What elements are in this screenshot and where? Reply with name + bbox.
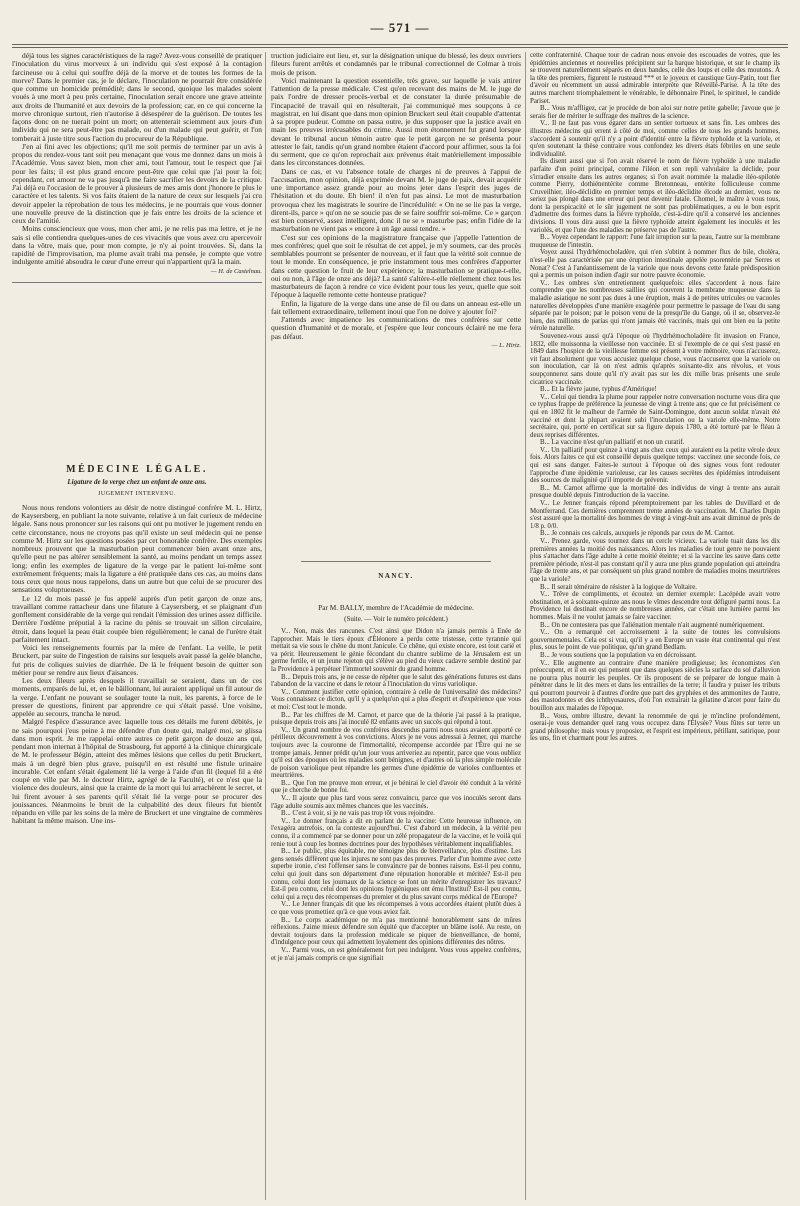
- header-rule-double: [12, 47, 788, 48]
- paragraph: Ils disent aussi que si l'on avait réservé le nom de fièvre typhoïde à une maladie parfaite d'un point principal, comme l'iléon et son repli valvulaire la déclide, pour s'irradier ensuite dans les autres organes; si l'on avait nommée la maladie iléo-spilotée comme Pierry, dothiénentérite comme Bretonneau, entérite folliculeuse comme Cruveilhier, iléo-déclidite en premier temps et iléo-déclidite élcode au dernier, vous ne seriez pas plongé dans une erreur qui peut devenir fatale. Chomel, le maître à vous tous, dont la perspicacité et le sûr jugement ne sont pas problématiques, a eu le bon esprit d'admettre des formes dans la fièvre typhoïde, c'est-à-dire qu'il a conservé les anciennes divisions. Il vous dira aussi que la fièvre typhoïde atteint également les inoculés et les variolés, et que l'une des maladies ne préserve pas de l'autre.: [530, 158, 780, 234]
- paragraph: V... Comment justifier cette opinion, contraire à celle de l'universalité des médecins? Vous connaissez ce dicton, qu'il y a quelqu'un qui a plus d'esprit et d'expérience que vous et moi: C'est tout le monde.: [271, 688, 521, 711]
- paragraph: V... Le Jenner français répond péremptoirement par les tables de Duvillard et de Montferrand. Ces dernières comprennent trente années de vaccination. M. Charles Dupin s'est assuré que la mortalité des hommes de vingt à vingt-huit ans avait diminué de près de 1/8 p. 0/0.: [530, 500, 780, 530]
- paragraph: déjà tous les signes caractéristiques de la rage? Avez-vous conseillé de pratiquer l'inoculation du virus morveux à un individu qui s'est exposé à la contagion farcineuse ou à celui qui souffre déjà de la morve et de toutes les formes de la morve? Dans le premier cas, je le déclare, l'inoculation ne pourrait être considérée que comme un homicide prémédité; dans le second, quoique les malades soient voués à une mort à peu près certaine, l'inoculation serait encore une grave atteinte aux droits de l'humanité et aux devoirs de la profession; car, en ce qui concerne la morve chronique surtout, rien n'autorise à désespérer de la guérison. De toutes les façons donc on ne tuerait point un mort; on attenterait sciemment aux jours d'un individu qui ne sera peut-être pas malade, ou d'un malade qui peut guérir, et l'on tomberait à juste titre sous l'action du procureur de la République.: [12, 52, 262, 143]
- column-2-top: [271, 52, 521, 552]
- paragraph: V... Prenez garde, vous tournez dans un cercle vicieux. La variole tuait dans les dix premières années la moitié des naissances. Alors les maladies de tout genre ne pouvaient plus s'attacher dans l'âge adulte à cette moitié éteinte; et si la vaccine les sauve dans cette première période, n'est-il pas constant qu'il y aura une plus grande population qui atteindra l'âge de trente ans, et par conséquent un plus grand nombre de maladies moins meurtrières que la variole?: [530, 538, 780, 583]
- paragraph: V... On a remarqué cet accroissement à la suite de toutes les convulsions gouvernementales. Cela est si vrai, qu'il y a en Europe un vaste état continental qui n'est plus, sous le point de vue politique, qu'un grand Bedlam.: [530, 629, 780, 652]
- paragraph: B... Par les chiffres de M. Carnot, et parce que de la théorie j'ai passé à la pratique, puisque depuis trois ans j'ai inoculé 82 enfants avec un succès qui répond à tout.: [271, 711, 521, 727]
- section-title: NANCY.: [378, 572, 414, 580]
- paragraph: V... Le donner français a dit en parlant de la vaccine: Cette heureuse influence, on l'exagéra autrefois, on la conteste aujourd'hui. C'est d'abord un médecin, à la vérité peu connu, il a commencé par se donner pour un zélé propagateur de la vaccine, et le voilà qui renie tout à coup les bonnes doctrines pour des hypothèses véritablement inqualifiables.: [271, 817, 521, 848]
- section-divider: [12, 282, 262, 283]
- paragraph: B... Le corps académique ne m'a pas mentionné honorablement sans de mûres réflexions. J'aime mieux défendre son équité que d'accepter un blâme isolé. Au reste, on devrait toujours dans la profession médicale se piquer de bienveillance, de bonté, d'indulgence pour ceux qui admettent loyalement des opinions différentes des nôtres.: [271, 916, 521, 947]
- paragraph: V... Un palliatif pour quinze à vingt ans chez ceux qui auraient eu la petite vérole deux fois. Alors faites ce qui est conseillé depuis quelque temps: vaccinez une seconde fois, ce qui est sans danger. Faites-le surtout à l'époque où des signes vous font redouter l'approche d'une épidémie varioleuse, car les causes secrètes des épidémies introduisent des sources de malignité qu'il importe de prévenir.: [530, 446, 780, 485]
- signature: — L. Hirtz.: [491, 341, 521, 349]
- paragraph: Voici maintenant la question essentielle, très grave, sur laquelle je vais attirer l'attention de la presse médicale. C'est qu'en recevant des mains de M. le juge de paix l'ordre de dresser procès-verbal et de constater la durée présumable de l'incapacité de travail qui en résulterait, j'ai communiqué mes soupçons à ce magistrat, en lui disant que dans mon opinion Bruckert seul était coupable d'attentat à sa propre pudeur. Comme on passa outre, je dus supposer que la justice avait en main les preuves irrécusables du crime. Aussi mon étonnement fut grand lorsque devant le tribunal aucun témoin autre que le petit garçon ne se présenta pour attester le fait, tandis qu'un grand nombre étaient d'accord pour affirmer, sous la foi du serment, que ce qu'on reprochait aux prévenus était matériellement impossible dans les circonstances données.: [271, 75, 521, 168]
- paragraph: V... Non, mais des rancunes. C'est ainsi que Didon n'a jamais permis à Énée de l'approcher. Mais le tiers époux d'Éléonore a perdu cette tristesse, cette tyrannie qui mettait sa vie sous le chêne du mont Janicule. Ce chêne, qui existe encore, est tout carié et va périr. Heureusement le génie fécondant du chantre sublime de la Jérusalem est un germe fertile, et un jeune rejeton qui s'élève au pied du vieux cadavre semble destiné par la Providence à perpétuer l'immortel souvenir du grand homme.: [271, 628, 521, 673]
- column-3: [530, 52, 780, 1200]
- paragraph: V... Elle augmente au contraire d'une manière prodigieuse; les économistes s'en préoccupent, et il en est qui pensent que dans quelques siècles la surface du sol d'alluvion ne pourra plus nourrir les peuples. Or ils proposent de se préparer de longue main à pénétrer dans le lit des mers et dans les entrailles de la terre; il faudra y puiser les tributs qui pourront pourvoir à d'autres d'ordre que part des gryphées et des ammonites de l'autre, des mastodontes et des ichthyosaures, d'où l'on extrairait la gélatine d'arcet pour faire du bouillon aux malades de l'époque.: [530, 659, 780, 713]
- paragraph: B... Le public, plus équitable, me témoigne plus de bienveillance, plus d'estime. Les gens sensés diffèrent que les injures ne sont pas des preuves. Parler d'un homme avec cette superbe ironie, c'est l'offenser sans le convaincre par de bonnes raisons. Est-il peu connu, celui qui jouit dans son département d'une réputation honorable et méritée? Est-il peu connu, celui dont les journaux de la science se font un mérite d'enregistrer les travaux? Est-il peu connu, celui dont les opinions hygiéniques ont ému l'Institut? Est-il peu connu, celui qui a reçu des récompenses du premier et du plus savant corps médical de l'Europe?: [271, 848, 521, 901]
- section-divider: [301, 561, 491, 562]
- paragraph: Les deux fileurs après desquels il travaillait se seraient, dans un de ces moments, emparés de lui, et, en le bâillonnant, lui auraient appliqué un fil autour de la verge. L'enfant ne pouvant se soulager toute la nuit, les parents, à force de le presser de questions, finirent par apprendre ce qui s'était passé. Une voisine, appelée au secours, trancha le nœud.: [12, 676, 262, 718]
- column-2-bottom: [271, 628, 521, 1200]
- paragraph: cette confraternité. Chaque tour de cadran nous envoie des escouades de votres, que les épidémies anciennes et nouvelles précipitent sur la barque historique, et sur le champ ils se trouvent naturellement séparés en deux bandes, celle des loups et celle des moutons. À la tête des premiers, figurent le rusteaud *** et le joyeux et caustique Guy-Patin, tout fier d'avoir eu récemment un aussi admirable interprète que Réveillé-Parise. À la tête des autres marchent triomphalement le vénérable, le débonnaire Pinel, le spirituel, le candide Pariset.: [530, 52, 780, 105]
- paragraph: C'est sur ces opinions de la magistrature française que j'appelle l'attention de mes confrères; quel que soit le résultat de cet appel, je m'y soumets, car des procès semblables pourront se présenter de nouveau, et il faut que la vérité soit connue de tout le monde. En conséquence, je prie instamment tous mes confrères d'apporter dans cette question le fruit de leur expérience; la masturbation se pratique-t-elle, oui ou non, à l'âge de onze ans déjà? La santé s'altère-t-elle réellement chez tous les masturbateurs de façon à rendre ce vice évident pour tous les yeux, quelle que soit l'époque à laquelle remonte cette honteuse pratique?: [271, 232, 521, 300]
- paragraph: B... On ne contestera pas que l'aliénation mentale n'ait augmenté numériquement.: [540, 621, 765, 629]
- paragraph: V... Un grand nombre de vos confrères descendus parmi nous nous avaient apporté ce périlleux découvrement à vos convictions. Alors je ne vous adressai à Jenner, qui marche toujours avec la couronne de l'immortalité, récompense accordée par l'Être qui ne se trompe jamais. Jenner prédit qu'un jour vous arriveriez au repentir, parce que vous oubliez qu'il est des époques où les maladies sont bénignes, et d'autres où la plus simple molécule de poison variolique peut répandre les germes d'une épidémie de varioles confluentes et meurtrières.: [271, 726, 521, 780]
- column-2-section-head: [271, 556, 521, 586]
- page-number: — 571 —: [370, 20, 430, 35]
- paragraph: V... Celui qui tiendra la plume pour rappeler notre conversation nocturne vous dira que ce typhus frappe de préférence la jeunesse de vingt à trente ans; que ce fut précisément ce qui en 1802 fit le malheur de l'armée de Saint-Domingue, dont aucun soldat n'avait été vacciné et dont la plupart avaient subi l'inoculation ou la variole elle-même. Notre secrétaire, qui, porté en certificat sur sa figure depuis 1780, a été torturé par le fléau à deux reprises différentes.: [530, 393, 780, 439]
- paragraph: J'attends avec impatience les communications de mes confrères sur cette question d'humanité et de morale, et j'espère que leur concours éclairé ne me fera pas défaut.: [271, 315, 521, 341]
- header-rule: [12, 44, 788, 45]
- column-separator: [525, 52, 526, 1200]
- paragraph: Malgré l'espèce d'assurance avec laquelle tous ces détails me furent débités, je ne sais pourquoi j'eus peine à me défendre d'un doute qui, malgré moi, se glissa dans mon esprit. Je me rappelai entre autres ce petit garçon de douze ans qui, pendant mon internat à l'hôpital de Strasbourg, fut apporté à la clinique chirurgicale de M. le professeur Bégin, atteint des mêmes lésions que celles du petit Bruckert, mais à un degré bien plus grave, puisqu'il en est résulté une fistule urinaire incurable. Cet enfant s'était également lié la verge à l'aide d'un fil (lequel fil a été coupé en ville par M. le docteur Hirtz, agrégé de la Faculté), et ce n'est que la violence des douleurs, ainsi que la crainte de la mort qui lui arrachèrent le secret, et lui firent avouer à ses parents qu'il s'était lié la verge pour se procurer des jouissances. Néanmoins le bruit de la culpabilité des deux fileurs fut bientôt répandu en ville par les soins de la mère de Bruckert et une vingtaine de commères habitant la même maison. Une ins-: [12, 717, 262, 826]
- paragraph: Le 12 du mois passé je fus appelé auprès d'un petit garçon de onze ans, travaillant comme rattacheur dans une filature à Caysersberg, et se plaignant d'un gonflement considérable de la verge qui rendait l'émission des urines assez difficile. Derrière l'œdème préputial à la racine du pénis se trouvait un sillon circulaire, étroit, dans lequel la peau était coupée bien régulièrement; le canal de l'urètre était parfaitement intact.: [12, 593, 262, 644]
- paragraph: Voyez aussi l'hydrhémocholadère, qui n'en s'obtint à nommer flux de bile, choléra, n'est-elle pas caractérisée par une éruption intestinale appelée psorentérie par Serres et Nonat? C'est à l'anéantissement de la variole que nous devons cette fatale prédisposition qui a permis un poison indien d'agir sur notre pauvre économie.: [530, 249, 780, 280]
- paragraph: B... Et la fièvre jaune, typhus d'Amérique!: [540, 386, 657, 394]
- paragraph: Moins consciencieux que vous, mon cher ami, je ne relis pas ma lettre, et je ne sais si elle contiendra quelques-unes de ces vivacités que vous avez cru apercevoir dans la vôtre, mais que, pour mon compte, je n'y ai point trouvées. Si, dans la rapidité de l'improvisation, ma plume avait trahi ma pensée, je compte que votre indulgente amitié absoudra le cœur d'une erreur qui n'appartient qu'à la main.: [12, 224, 262, 267]
- article-subtitle: Ligature de la verge chez un enfant de onze ans.: [67, 478, 207, 487]
- paragraph: V... Le Jenner français dit que les récompenses à vous accordées étaient plutôt dues à ce que vous promettiez qu'à ce que vous aviez fait.: [271, 901, 521, 916]
- paragraph: B... Je vous soutiens que la population va en décroissant.: [540, 651, 697, 659]
- paragraph: B... Que l'on me prouve mon erreur, et je bénirai le ciel d'avoir été conduit à la vérité que je cherche de bonne foi.: [271, 779, 521, 795]
- article-subheading: JUGEMENT INTERVENU.: [98, 490, 176, 497]
- paragraph: B... M. Carnot affirme que la mortalité des individus de vingt à trente ans aurait presque doublé depuis l'introduction de la vaccine.: [530, 484, 780, 500]
- paragraph: V... Trêve de compliments, et écoutez un dernier exemple: Lacépède avait votre obstination, et à soixante-quinze ans nous le vîmes descendre tout défiguré parmi nous. La Providence lui destinait encore de nombreuses années, car c'était une lumière parmi les hommes. Mais il ne voulut jamais se faire vacciner.: [530, 591, 780, 621]
- paragraph: Voici les renseignements fournis par la mère de l'enfant. La veille, le petit Bruckert, par suite de l'ingestion de raisins sur lesquels avait passé la gelée blanche, fut pris de coliques suivies de diarrhée. De là le fréquent besoin de quitter son métier pour se rendre aux lieux d'aisances.: [12, 643, 262, 677]
- paragraph: V... Parmi vous, on est généralement fort peu indulgent. Vous vous appelez confrères, et je n'ai jamais compris ce que signifiait: [271, 946, 521, 962]
- paragraph: V... Il ajoute que plus tard vous serez convaincu, parce que vos inoculés seront dans l'âge adulte soumis aux mêmes chances que les vaccinés.: [271, 795, 521, 810]
- paragraph: B... Vous m'affligez, car je procède de bon aloi sur notre petite gabelle; j'avoue que je serais fier de mériter le suffrage des maîtres de la science.: [530, 105, 780, 120]
- section-title: MÉDECINE LÉGALE.: [66, 464, 208, 475]
- column-1-bottom: [12, 458, 262, 1200]
- signature: — H. de Castelnau.: [210, 267, 262, 275]
- paragraph: B... Depuis trois ans, je ne cesse de répéter que le salut des générations futures est dans l'abandon de la vaccine et dans le retour à l'inoculation du virus variolique.: [271, 673, 521, 689]
- paragraph: B... La vaccine n'est qu'un palliatif et non un curatif.: [540, 439, 685, 447]
- byline: Par M. BALLY, membre de l'Académie de médecine.: [318, 603, 474, 612]
- paragraph: Dans ce cas, et vu l'absence totale de charges ni de preuves à l'appui de l'accusation, mon opinion, déjà exprimée devant M. le juge de paix, devait acquérir une importance assez grande pour au moins jeter dans l'esprit des juges de l'hésitation et du doute. Eh bien! il n'en fut pas ainsi. Le mot de masturbation provoqua chez les magistrats le sourire de l'incrédulité: « On ne se lie pas la verge, dirent-ils, parce » qu'on ne se soucie pas de se faire souffrir soi-même. Ce » garçon est bien conservé, assez intelligent, donc il ne se » masturbe pas; enfin l'idée de la masturbation ne vient pas » encore à un âge aussi tendre. »: [271, 166, 521, 234]
- paragraph: B... Vous, ombre illustre, devant la renommée de qui je m'incline profondément, oserai-je vous demander quel rang vous occupez dans l'Élysée? Vous fûtes sur terre un grand philosophe; mais vous y proposiez, et l'esprit est impérieux, pétillant, satirique, pour les uns, fin et charmant pour les autres.: [530, 712, 780, 743]
- paragraph: B... Je connais ces calculs, auxquels je réponds par ceux de M. Carnot.: [540, 530, 735, 538]
- paragraph: Enfin, la ligature de la verge dans une anse de fil ou dans un anneau est-elle un fait tellement extraordinaire, tellement inoui que l'on ne doive y ajouter foi?: [271, 298, 521, 316]
- paragraph: B... Il serait téméraire de résister à la logique de Voltaire.: [540, 583, 698, 591]
- column-2-byline: [271, 600, 521, 629]
- paragraph: V... Il ne faut pas vous égarer dans un sentier tortueux et sans fin. Les ombres des illustres médecins qui errent à côté de moi, comme celles de tous les grands hommes, s'accordent à soutenir qu'il n'y a point d'identité entre la fièvre typhoïde et la variole, et qu'en soutenant la thèse contraire vous confondez les divers états fébriles en une seule individualité.: [530, 120, 780, 158]
- column-1-top: [12, 52, 262, 457]
- paragraph: B... C'est à voir, si je ne vais pas trop tôt vous rejoindre.: [281, 810, 435, 818]
- paragraph: B... Voyez cependant le rapport: l'une fait irruption sur la peau, l'autre sur la membrane muqueuse de l'intestin.: [530, 234, 780, 249]
- continuation-note: (Suite. — Voir le numéro précédent.): [344, 615, 448, 623]
- paragraph: Souvenez-vous aussi qu'à l'époque où l'hydrhémocholadère fit invasion en France, 1832, elle moissonna la vieillesse non vaccinée. Et si l'exemple de ce qui s'est passé en 1849 dans l'hospice de la vieillesse femme est présent à votre mémoire, vous n'accuserez, vit faut absolument que vous accusiez quelque chose, vous n'accuserez que la variole ou son inoculation, car là on n'est admis qu'après soixante-dix ans révolus, et vous soupçonnerez sans doute qu'il n'y avait pas sur les dix mille bras présents une seule cicatrice vaccinale.: [530, 332, 780, 386]
- paragraph: Nous nous rendons volontiers au désir de notre distingué confrère M. L. Hirtz, de Kaysersberg, en publiant la note suivante, relative à un fait curieux de médecine légale. Sans nous prononcer sur les raisons qui ont pu motiver le jugement rendu en cette circonstance, nous ne croyons pas qu'il existe un seul médecin qui ne pense comme M. Hirtz sur les questions posées par cet honorable confrère. Des exemples nombreux prouvent que la masturbation peut commencer bien avant onze ans, qu'elle peut ne pas altérer sensiblement la santé, au moins pendant un temps assez long; enfin les exemples de ligature de la verge par le patient lui-même sont extrêmement fréquents; mais la ligature a été pratiquée dans ces cas, au moins dans tous ceux que nous nous rappelons, dans un autre but que celui de se procurer des sensations voluptueuses.: [12, 502, 262, 595]
- column-separator: [265, 52, 266, 1200]
- paragraph: J'en ai fini avec les objections; qu'il me soit permis de terminer par un avis à propos du rendez-vous tant soit peu menaçant que vous me donnez dans un mois à l'Académie. Vous savez bien, mon cher ami, tout l'amour, tout le respect que j'ai pour les faits; il est plus grand encore peut-être que celui que j'ai pour la foi; cependant, cet amour ne va pas jusqu'à me faire sacrifier les devoirs de la critique. J'ai déjà eu l'occasion de le prouver à plusieurs de mes amis dont j'honore le plus le caractère et les talents. Si vos faits étaient de la nature de ceux sur lesquels j'ai cru devoir appeler la réprobation de tous les médecins, je ne pourrais que vous donner une nouvelle preuve de la distinction que je fais entre les droits de la science et ceux de l'amitié.: [12, 141, 262, 225]
- paragraph: V... Les ombres s'en entretiennent quelquefois: elles s'accordent à nous faire comprendre que les nombreuses saillies qui couvrent la membrane muqueuse dans la maladie asiatique ne sont pas dues à une éruption, mais à de petites utricules ou vacuoles naturelles développées d'une manière exagérée pour permettre le passage de l'eau du sang séparée par le poison; par le poison venu de la presqu'île du Gange, où il se, observez-le bien, des millions de parias qui n'ont jamais été vaccinés, mais qui ont bien eu la petite vérole naturelle.: [530, 279, 780, 333]
- paragraph: truction judiciaire eut lieu, et, sur la désignation unique du blessé, les deux ouvriers fileurs furent arrêtés et condamnés par le tribunal correctionnel de Colmar à trois mois de prison.: [271, 52, 521, 77]
